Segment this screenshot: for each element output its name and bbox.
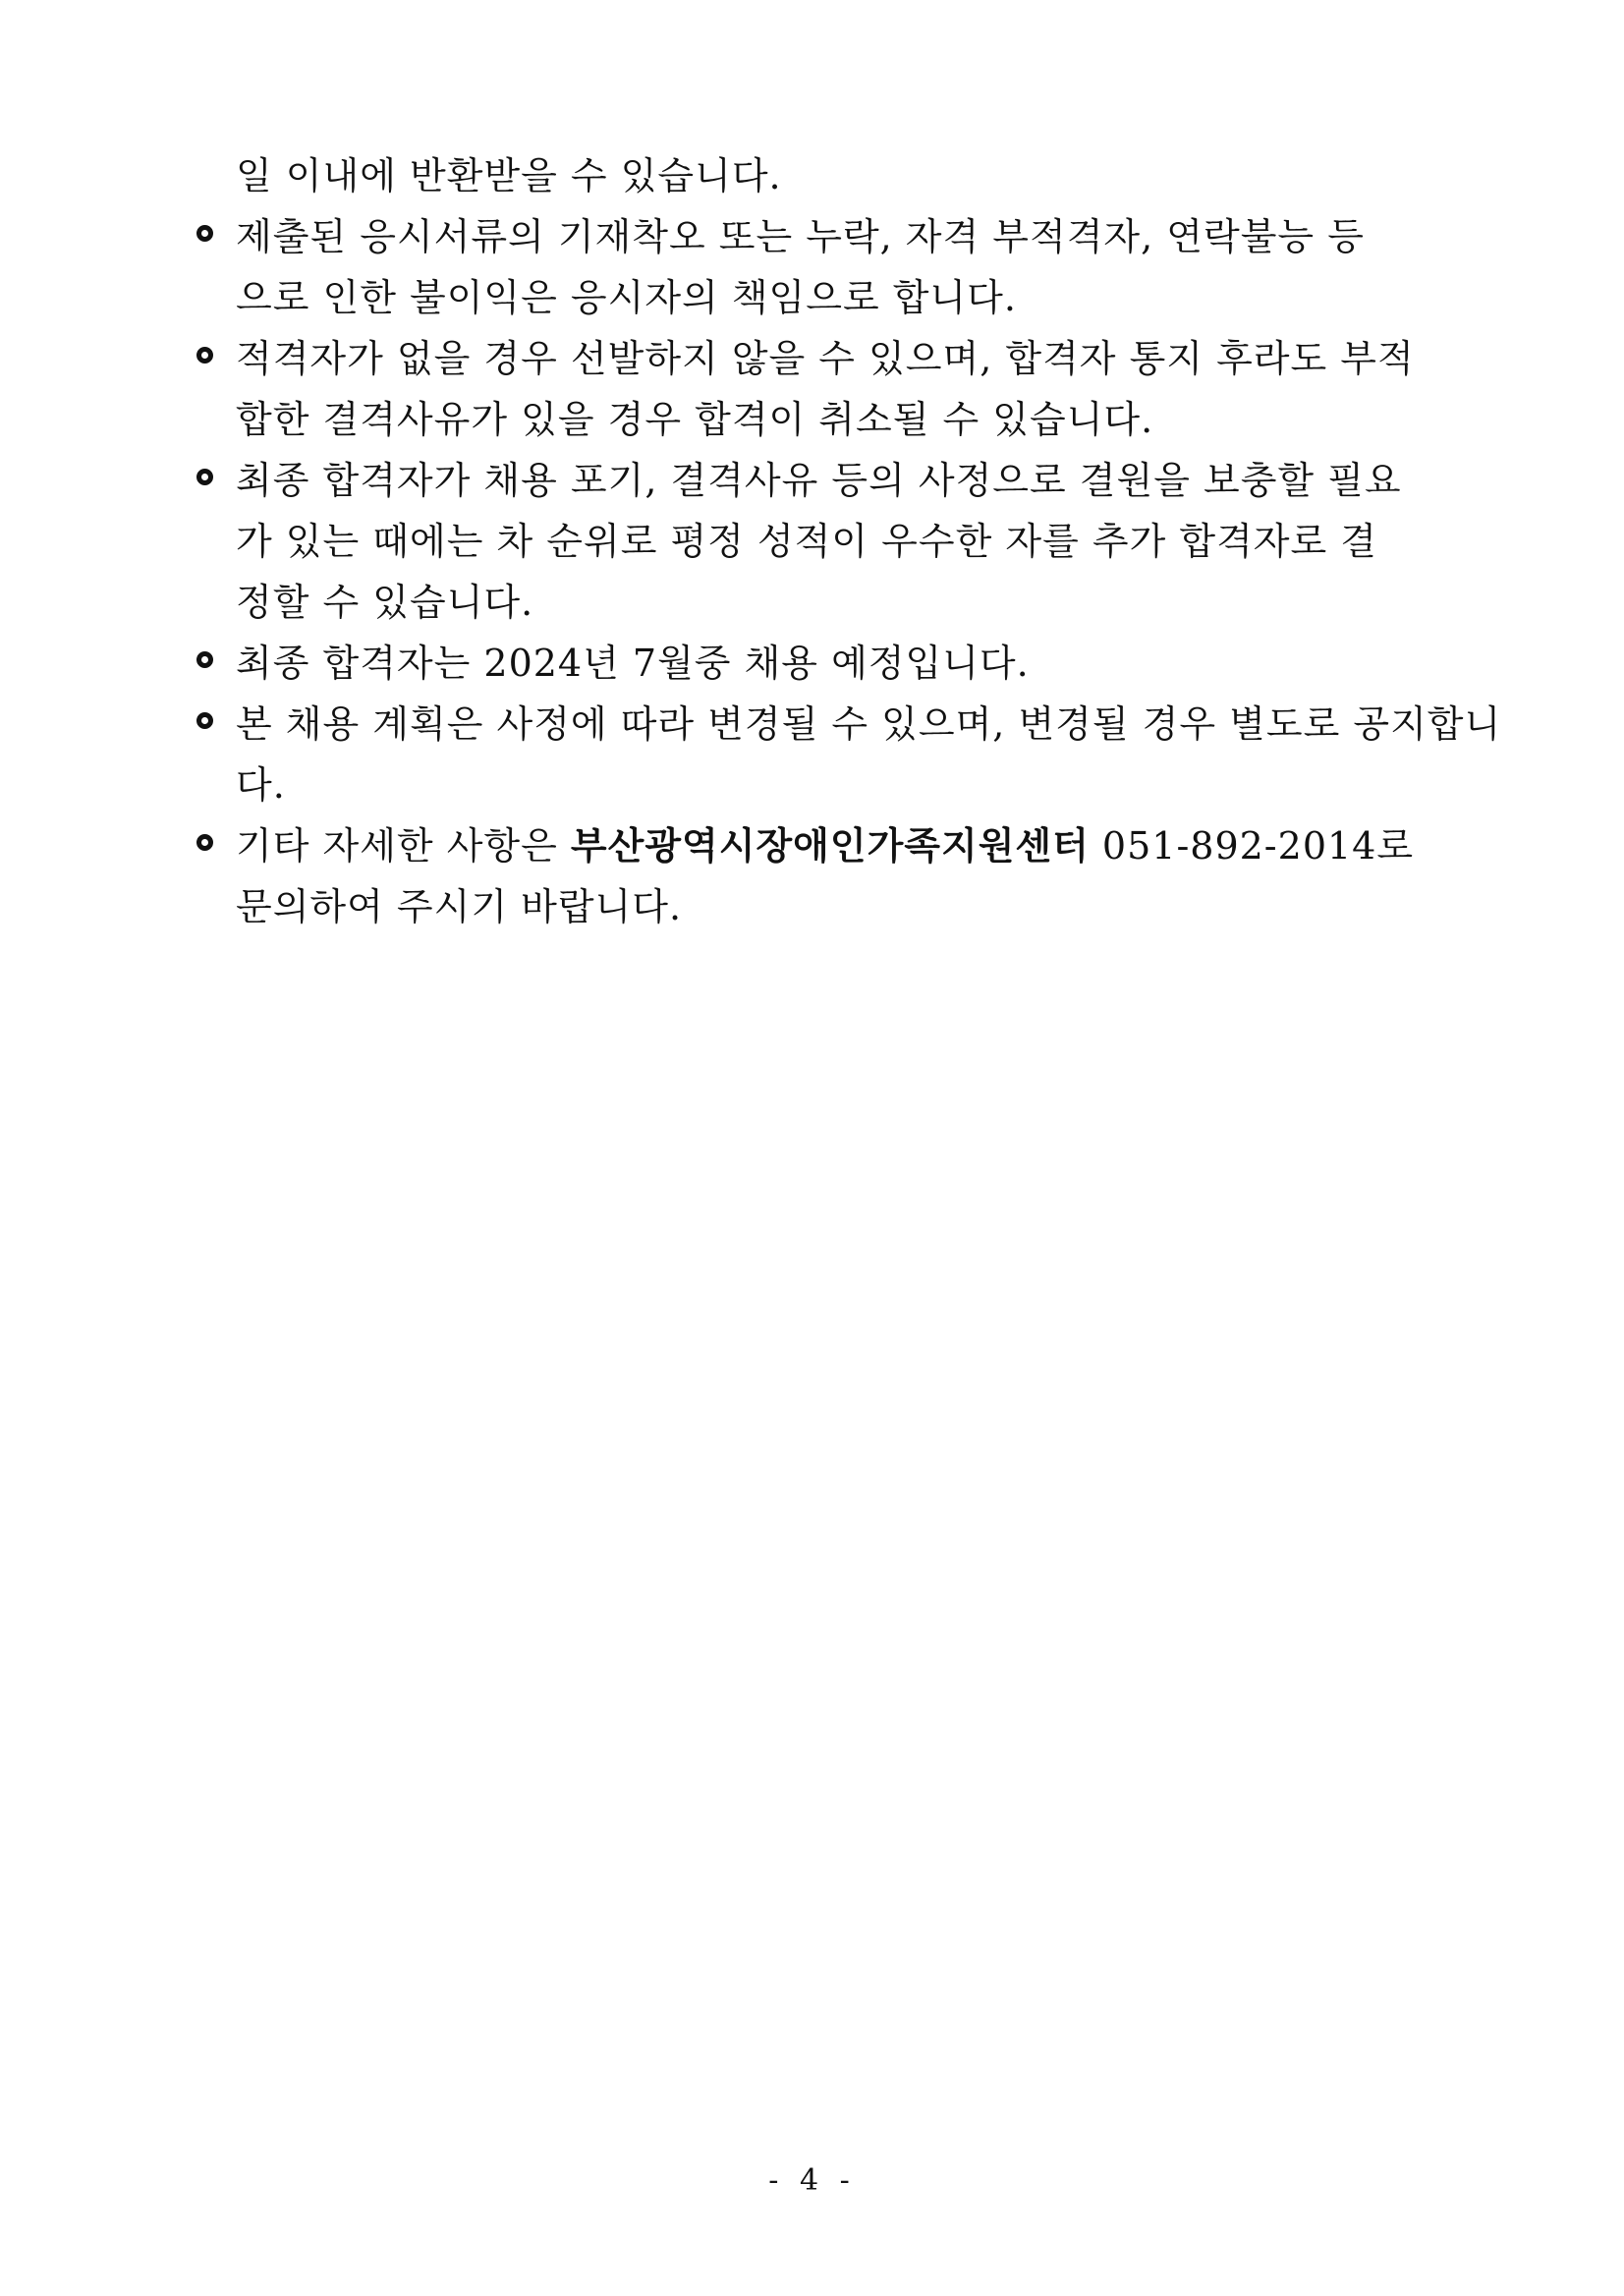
notice-item-1: [196, 206, 1474, 328]
notice-body: [196, 145, 1502, 937]
notice-item-3: [196, 450, 1474, 633]
circle-bullet-icon: [196, 225, 213, 242]
contact-prefix-text: 기타 자세한 사항은: [236, 824, 571, 868]
item-text-line: 제출된 응시서류의 기재착오 또는 누락, 자격 부적격자, 연락불능 등: [236, 215, 1365, 258]
circle-bullet-icon: [196, 469, 213, 485]
contact-phone-text: 051-892-2014로: [1089, 824, 1415, 868]
item-text-line: 정할 수 있습니다.: [236, 581, 534, 624]
item-text-line: 본 채용 계획은 사정에 따라 변경될 수 있으며, 변경될 경우 별도로 공지합니: [236, 702, 1502, 746]
item-text-line: 합한 결격사유가 있을 경우 합격이 취소될 수 있습니다.: [236, 398, 1154, 441]
page-number: - 4 -: [768, 2163, 856, 2198]
notice-item-4: [196, 633, 1474, 694]
item-text-line: 문의하여 주시기 바랍니다.: [236, 885, 683, 928]
circle-bullet-icon: [196, 712, 213, 729]
item-text-line: 가 있는 때에는 차 순위로 평정 성적이 우수한 자를 추가 합격자로 결: [236, 520, 1377, 563]
item-text-line: 다.: [236, 763, 286, 807]
notice-item-5: [196, 694, 1502, 815]
notice-item-2: [196, 328, 1474, 450]
circle-bullet-icon: [196, 347, 213, 364]
circle-bullet-icon: [196, 651, 213, 668]
item-text-line: 최종 합격자가 채용 포기, 결격사유 등의 사정으로 결원을 보충할 필요: [236, 459, 1402, 502]
continuation-line: 일 이내에 반환받을 수 있습니다.: [236, 154, 782, 197]
notice-item-6: [196, 815, 1474, 937]
item-text-line: 적격자가 없을 경우 선발하지 않을 수 있으며, 합격자 통지 후라도 부적: [236, 337, 1415, 380]
center-name: 부산광역시장애인가족지원센터: [570, 823, 1090, 868]
circle-bullet-icon: [196, 834, 213, 851]
item-text-line: 최종 합격자는 2024년 7월중 채용 예정입니다.: [236, 642, 1030, 685]
item-text-line: 으로 인한 불이익은 응시자의 책임으로 합니다.: [236, 276, 1017, 319]
